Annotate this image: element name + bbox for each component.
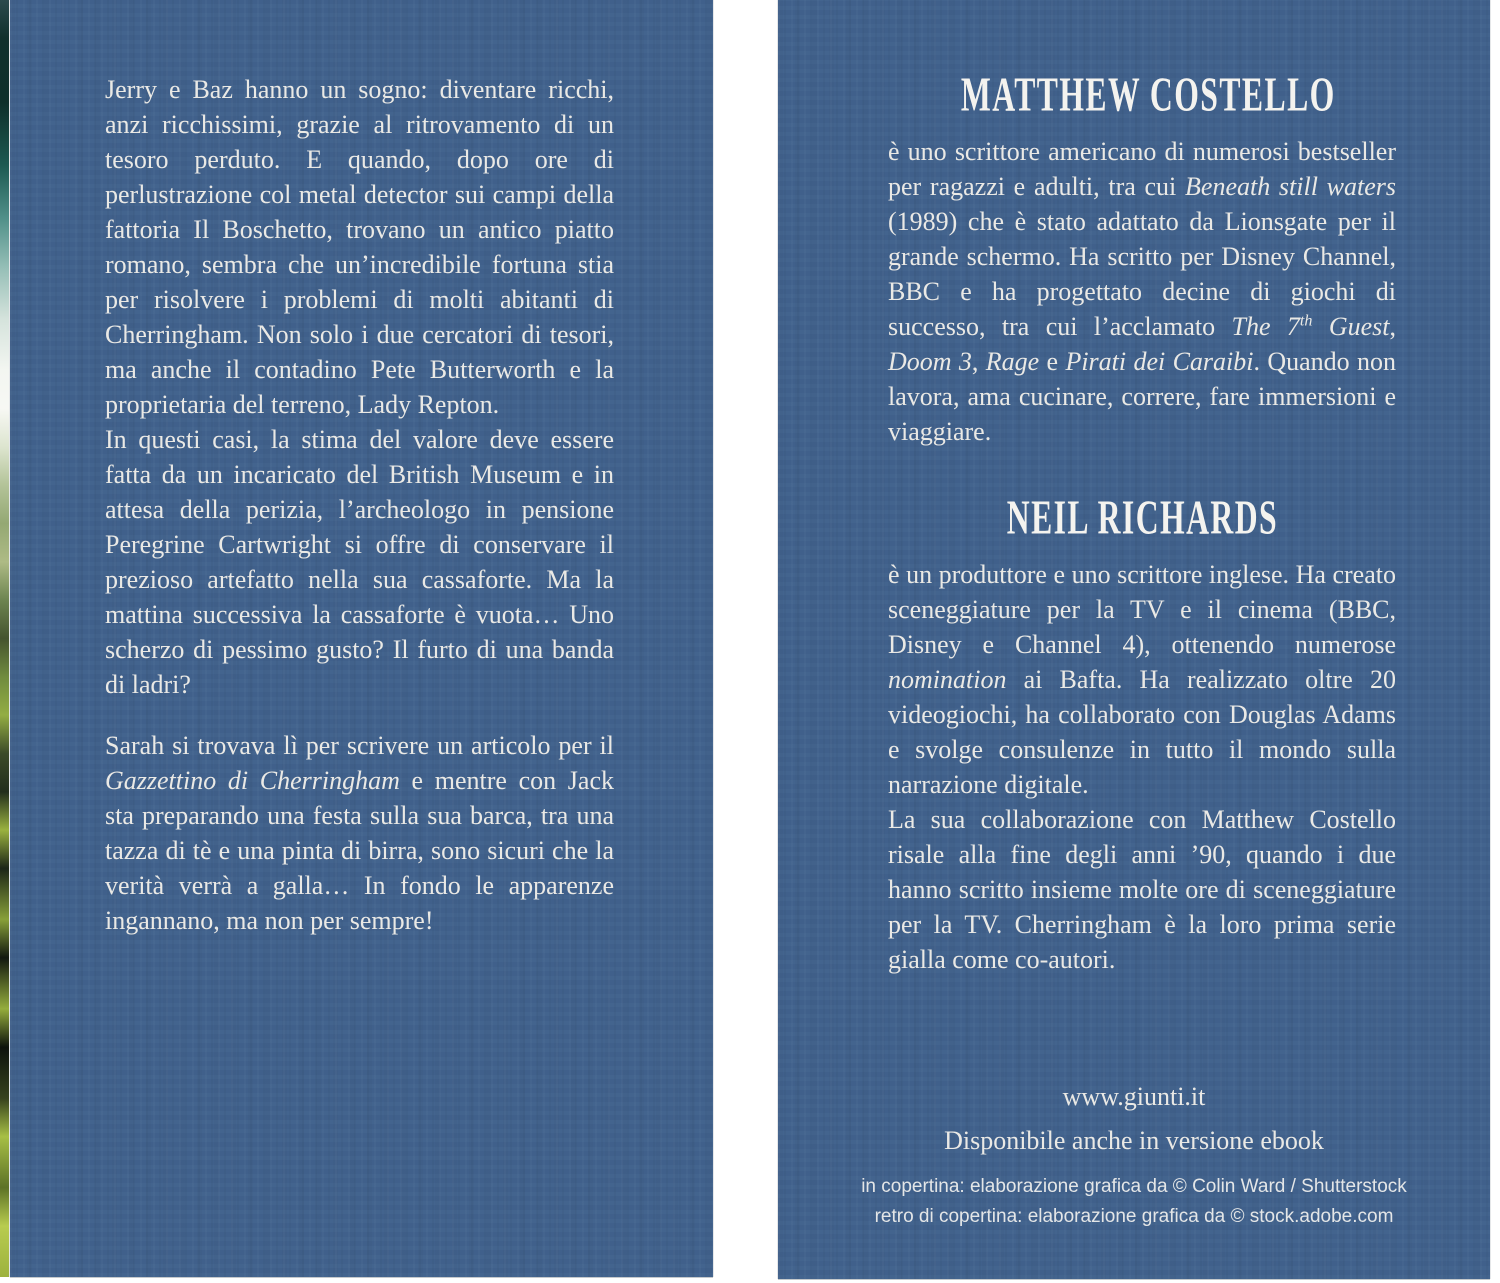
flap-footer: [778, 1080, 1490, 1232]
paragraph: La sua collaborazione con Matthew Costello risale alla fine degli anni ’90, quando i due hanno scritto insieme molte ore di sceneggiature per la TV. Cherringham è la loro prima serie gialla come co-autori.: [888, 805, 1396, 974]
cover-photo-edge-strip: [0, 0, 9, 1277]
author-bios: [888, 67, 1396, 977]
paragraph: è un produttore e uno scrittore inglese. Ha creato sceneggiature per la TV e il cinema (BBC, Disney e Channel 4), ottenendo numerose nomination ai Bafta. Ha realizzato oltre 20 videogiochi, ha collaborato con Douglas Adams e svolge consulenze in tutto il mondo sulla narrazione digitale.: [888, 560, 1396, 799]
publisher-website-url: www.giunti.it: [1062, 1082, 1206, 1111]
synopsis-text: [105, 72, 614, 938]
paragraph: Sarah si trovava lì per scrivere un articolo per il Gazzettino di Cherringham e mentre con Jack sta preparando una festa sulla sua barca, tra una tazza di tè e una pinta di birra, sono sicuri che la verità verrà a galla… In fondo le apparenze ingannano, ma non per sempre!: [105, 731, 614, 935]
author-name-text: NEIL RICHARDS: [1006, 490, 1278, 545]
right-flap-panel: [778, 0, 1490, 1279]
front-cover-credit-line: in copertina: elaborazione grafica da © Colin Ward / Shutterstock: [861, 1176, 1407, 1197]
author-bio-text: [888, 557, 1396, 977]
cover-credits: [778, 1172, 1490, 1232]
paragraph: è uno scrittore americano di numerosi bestseller per ragazzi e adulti, tra cui Beneath still waters (1989) che è stato adattato da Lionsgate per il grande schermo. Ha scritto per Disney Channel, BBC e ha progettato decine di giochi di successo, tra cui l’acclamato The 7th Guest, Doom 3, Rage e Pirati dei Caraibi. Quando non lavora, ama cucinare, correre, fare immersioni e viaggiare.: [888, 137, 1396, 446]
ebook-availability-note: Disponibile anche in versione ebook: [944, 1126, 1324, 1155]
back-cover-credit-line: retro di copertina: elaborazione grafica da © stock.adobe.com: [874, 1206, 1394, 1227]
author-name-text: MATTHEW COSTELLO: [960, 67, 1336, 122]
left-flap-panel: [10, 0, 713, 1277]
author-section-matthew-costello: [888, 67, 1396, 449]
author-name-heading: [888, 490, 1396, 545]
paragraph: In questi casi, la stima del valore deve essere fatta da un incaricato del British Museum e in attesa della perizia, l’archeologo in pensione Peregrine Cartwright si offre di conservare il prezioso artefatto nella sua cassaforte. Ma la mattina successiva la cassaforte è vuota… Uno scherzo di pessimo gusto? Il furto di una banda di ladri?: [105, 425, 614, 699]
author-section-neil-richards: [888, 490, 1396, 977]
paragraph: Jerry e Baz hanno un sogno: diventare ricchi, anzi ricchissimi, grazie al ritrovamento di un tesoro perduto. E quando, dopo ore di perlustrazione col metal detector sui campi della fattoria Il Boschetto, trovano un antico piatto romano, sembra che un’incredibile fortuna stia per risolvere i problemi di molti abitanti di Cherringham. Non solo i due cercatori di tesori, ma anche il contadino Pete Butterworth e la proprietaria del terreno, Lady Repton.: [105, 75, 614, 419]
author-bio-text: [888, 134, 1396, 449]
author-name-heading: [888, 67, 1396, 122]
